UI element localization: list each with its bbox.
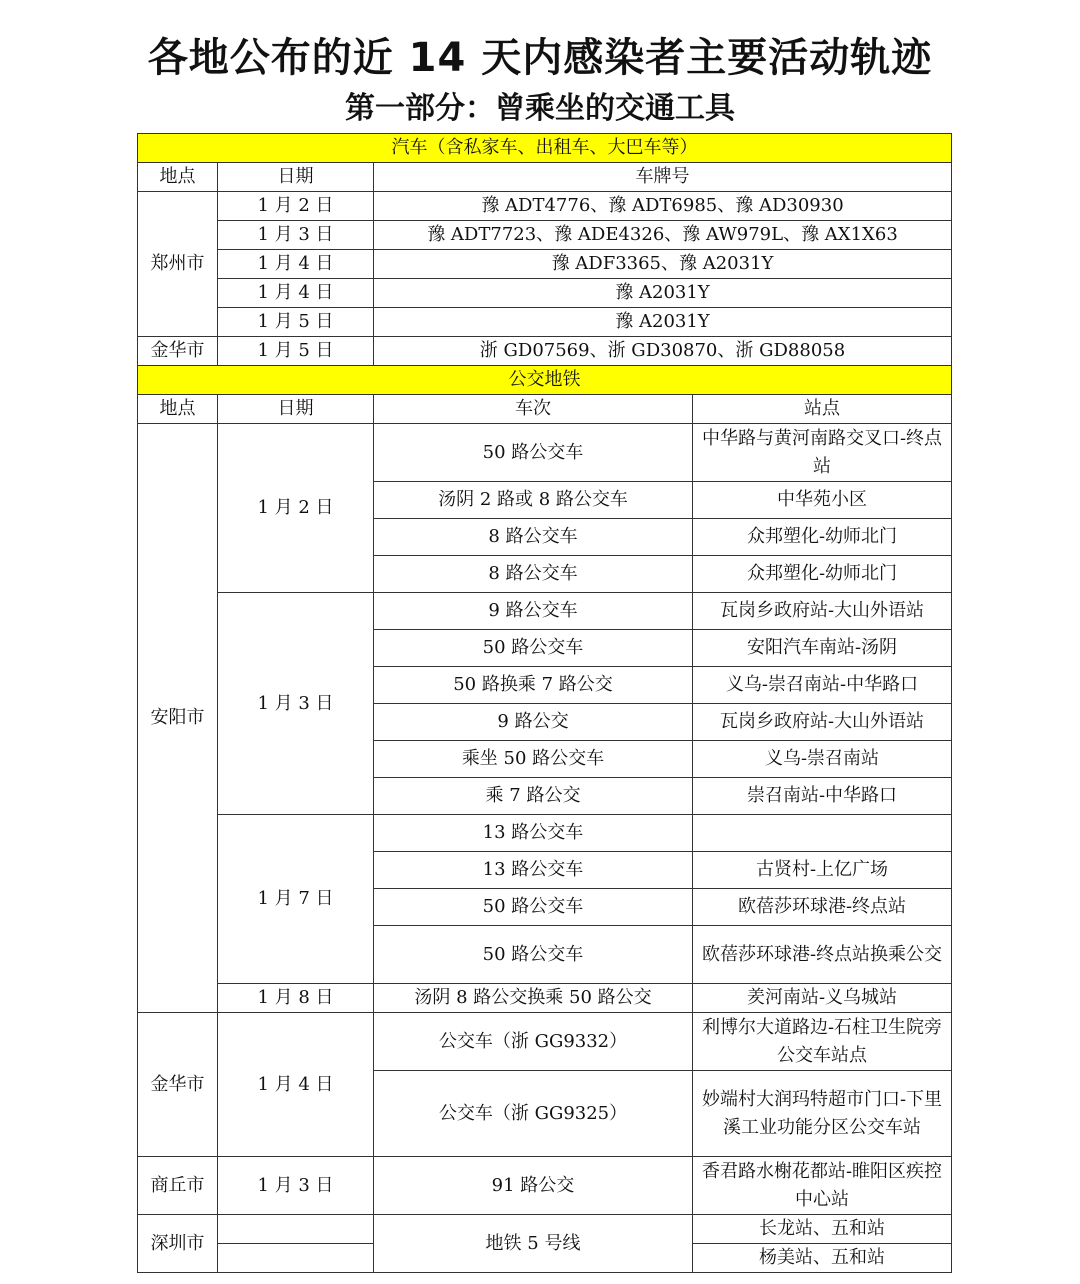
stop-cell: 安阳汽车南站-汤阴 (693, 630, 952, 667)
stop-cell: 崇召南站-中华路口 (693, 778, 952, 815)
stop-cell: 中华苑小区 (693, 482, 952, 519)
header-date: 日期 (218, 163, 374, 192)
place-cell: 深圳市 (138, 1215, 218, 1273)
header-place: 地点 (138, 395, 218, 424)
stop-cell: 杨美站、五和站 (693, 1244, 952, 1273)
table-row (138, 984, 952, 1013)
date-cell: 1 月 3 日 (218, 221, 374, 250)
route-cell: 汤阴 2 路或 8 路公交车 (374, 482, 693, 519)
page-subtitle: 第一部分：曾乘坐的交通工具 (345, 91, 735, 126)
table-row (138, 221, 952, 250)
header-place: 地点 (138, 163, 218, 192)
route-cell: 公交车（浙 GG9332） (374, 1013, 693, 1071)
transport-table (137, 133, 952, 1273)
table-row (138, 1157, 952, 1215)
table-row (138, 1013, 952, 1071)
car-section-title: 汽车（含私家车、出租车、大巴车等） (138, 134, 952, 163)
plate-cell: 豫 ADF3365、豫 A2031Y (374, 250, 952, 279)
route-cell: 9 路公交 (374, 704, 693, 741)
stop-cell: 利博尔大道路边-石柱卫生院旁公交车站点 (693, 1013, 952, 1071)
stop-cell: 欧蓓莎环球港-终点站换乘公交 (693, 926, 952, 984)
date-cell: 1 月 8 日 (218, 984, 374, 1013)
date-cell: 1 月 5 日 (218, 308, 374, 337)
plate-cell: 豫 ADT4776、豫 ADT6985、豫 AD30930 (374, 192, 952, 221)
route-cell: 乘坐 50 路公交车 (374, 741, 693, 778)
stop-cell: 香君路水榭花都站-睢阳区疾控中心站 (693, 1157, 952, 1215)
table-row (138, 337, 952, 366)
route-cell: 13 路公交车 (374, 815, 693, 852)
table-row (138, 424, 952, 482)
place-cell: 金华市 (138, 337, 218, 366)
route-cell: 50 路公交车 (374, 424, 693, 482)
table-row (138, 1215, 952, 1244)
place-cell: 金华市 (138, 1013, 218, 1157)
route-cell: 乘 7 路公交 (374, 778, 693, 815)
route-cell: 地铁 5 号线 (374, 1215, 693, 1273)
stop-cell: 众邦塑化-幼师北门 (693, 556, 952, 593)
plate-cell: 豫 A2031Y (374, 308, 952, 337)
date-cell: 1 月 3 日 (218, 1157, 374, 1215)
date-cell (218, 1215, 374, 1244)
route-cell: 50 路换乘 7 路公交 (374, 667, 693, 704)
route-cell: 8 路公交车 (374, 556, 693, 593)
route-cell: 91 路公交 (374, 1157, 693, 1215)
date-cell (218, 1244, 374, 1273)
table-row (138, 279, 952, 308)
stop-cell: 欧蓓莎环球港-终点站 (693, 889, 952, 926)
stop-cell: 羑河南站-义乌城站 (693, 984, 952, 1013)
page-title: 各地公布的近 14 天内感染者主要活动轨迹 (147, 35, 933, 81)
date-cell: 1 月 4 日 (218, 279, 374, 308)
route-cell: 公交车（浙 GG9325） (374, 1071, 693, 1157)
stop-cell: 众邦塑化-幼师北门 (693, 519, 952, 556)
stop-cell: 义乌-崇召南站 (693, 741, 952, 778)
table-row (138, 308, 952, 337)
bus-section-header (138, 366, 952, 395)
date-cell: 1 月 4 日 (218, 250, 374, 279)
route-cell: 汤阴 8 路公交换乘 50 路公交 (374, 984, 693, 1013)
route-cell: 50 路公交车 (374, 630, 693, 667)
stop-cell: 妙端村大润玛特超市门口-下里溪工业功能分区公交车站 (693, 1071, 952, 1157)
table-row (138, 192, 952, 221)
place-cell: 郑州市 (138, 192, 218, 337)
header-date: 日期 (218, 395, 374, 424)
date-cell: 1 月 5 日 (218, 337, 374, 366)
table-row (138, 250, 952, 279)
date-cell: 1 月 2 日 (218, 424, 374, 593)
date-cell: 1 月 3 日 (218, 593, 374, 815)
table-row (138, 593, 952, 630)
route-cell: 50 路公交车 (374, 926, 693, 984)
stop-cell: 瓦岗乡政府站-大山外语站 (693, 593, 952, 630)
route-cell: 8 路公交车 (374, 519, 693, 556)
car-section-header (138, 134, 952, 163)
car-column-headers (138, 163, 952, 192)
stop-cell: 长龙站、五和站 (693, 1215, 952, 1244)
route-cell: 13 路公交车 (374, 852, 693, 889)
stop-cell: 中华路与黄河南路交叉口-终点站 (693, 424, 952, 482)
header-stop: 站点 (693, 395, 952, 424)
stop-cell: 义乌-崇召南站-中华路口 (693, 667, 952, 704)
bus-column-headers (138, 395, 952, 424)
route-cell: 9 路公交车 (374, 593, 693, 630)
stop-cell (693, 815, 952, 852)
header-plate: 车牌号 (374, 163, 952, 192)
date-cell: 1 月 2 日 (218, 192, 374, 221)
place-cell: 安阳市 (138, 424, 218, 1013)
place-cell: 商丘市 (138, 1157, 218, 1215)
header-route: 车次 (374, 395, 693, 424)
bus-section-title: 公交地铁 (138, 366, 952, 395)
table-row (138, 815, 952, 852)
date-cell: 1 月 4 日 (218, 1013, 374, 1157)
route-cell: 50 路公交车 (374, 889, 693, 926)
plate-cell: 浙 GD07569、浙 GD30870、浙 GD88058 (374, 337, 952, 366)
stop-cell: 古贤村-上亿广场 (693, 852, 952, 889)
plate-cell: 豫 ADT7723、豫 ADE4326、豫 AW979L、豫 AX1X63 (374, 221, 952, 250)
date-cell: 1 月 7 日 (218, 815, 374, 984)
plate-cell: 豫 A2031Y (374, 279, 952, 308)
stop-cell: 瓦岗乡政府站-大山外语站 (693, 704, 952, 741)
